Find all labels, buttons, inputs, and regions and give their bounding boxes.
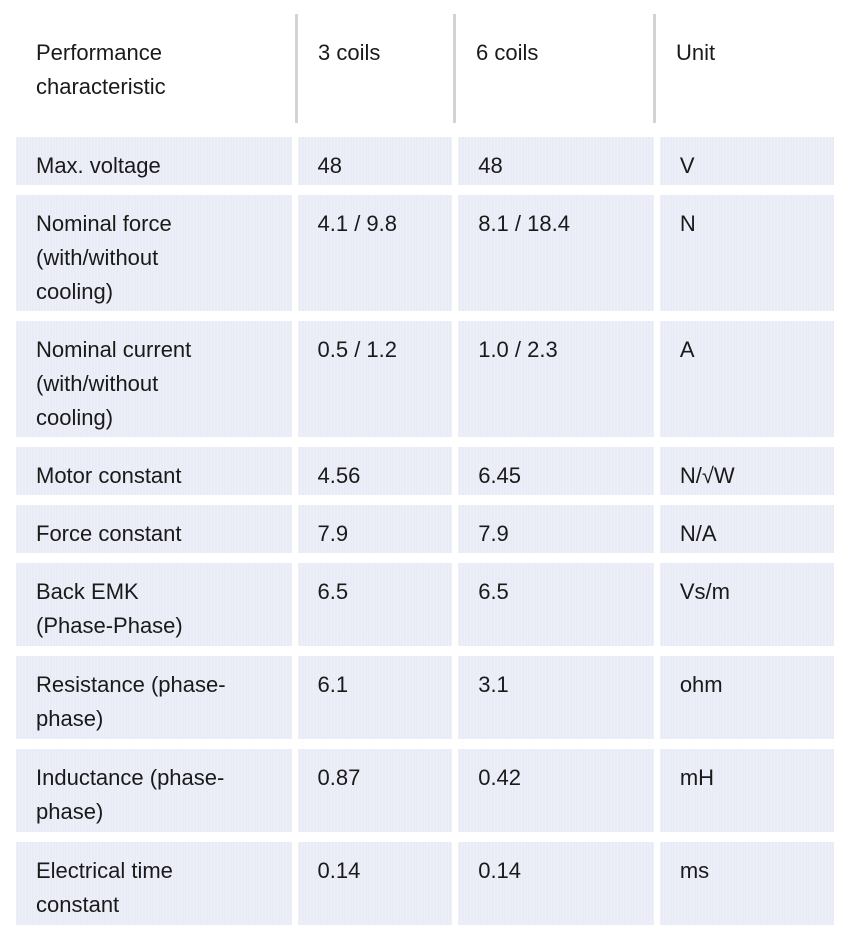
unit-value: V [660,137,834,185]
unit-value: N [660,195,834,311]
value-6-coils: 0.42 [458,749,654,832]
table-row [16,195,834,311]
value-3-coils: 7.9 [298,505,453,553]
unit-value: ohm [660,656,834,739]
unit-value: A [660,321,834,437]
table-row [16,447,834,495]
row-label: Max. voltage [16,137,292,185]
row-label: Nominal current (with/without cooling) [16,321,292,437]
header-unit: Unit [676,40,716,65]
value-3-coils: 6.1 [298,656,453,739]
header-performance-characteristic: Performance characteristic [16,14,298,123]
row-label: Force constant [16,505,292,553]
table-row [16,842,834,925]
unit-value: N/A [660,505,834,553]
header-3-coils: 3 coils [298,14,456,123]
value-6-coils: 1.0 / 2.3 [458,321,654,437]
table-row [16,321,834,437]
table-row [16,505,834,553]
row-label: Nominal force (with/without cooling) [16,195,292,311]
value-3-coils: 48 [298,137,453,185]
value-6-coils: 7.9 [458,505,654,553]
value-3-coils: 0.5 / 1.2 [298,321,453,437]
unit-value: Vs/m [660,563,834,646]
value-6-coils: 48 [458,137,654,185]
unit-value: N/√W [660,447,834,495]
spec-table [16,0,834,935]
value-6-coils: 3.1 [458,656,654,739]
table-row [16,563,834,646]
row-label: Electrical time constant [16,842,292,925]
value-3-coils: 0.87 [298,749,453,832]
row-label: Back EMK (Phase-Phase) [16,563,292,646]
table-row [16,137,834,185]
header-6-coils: 6 coils [456,14,656,123]
unit-value: ms [660,842,834,925]
row-label: Motor constant [16,447,292,495]
unit-value: mH [660,749,834,832]
value-6-coils: 6.45 [458,447,654,495]
value-6-coils: 6.5 [458,563,654,646]
value-6-coils: 0.14 [458,842,654,925]
table-header-row [16,14,834,137]
table-row [16,749,834,832]
value-3-coils: 4.56 [298,447,453,495]
row-label: Inductance (phase- phase) [16,749,292,832]
value-3-coils: 4.1 / 9.8 [298,195,453,311]
table-row [16,656,834,739]
value-3-coils: 6.5 [298,563,453,646]
value-3-coils: 0.14 [298,842,453,925]
value-6-coils: 8.1 / 18.4 [458,195,654,311]
row-label: Resistance (phase- phase) [16,656,292,739]
